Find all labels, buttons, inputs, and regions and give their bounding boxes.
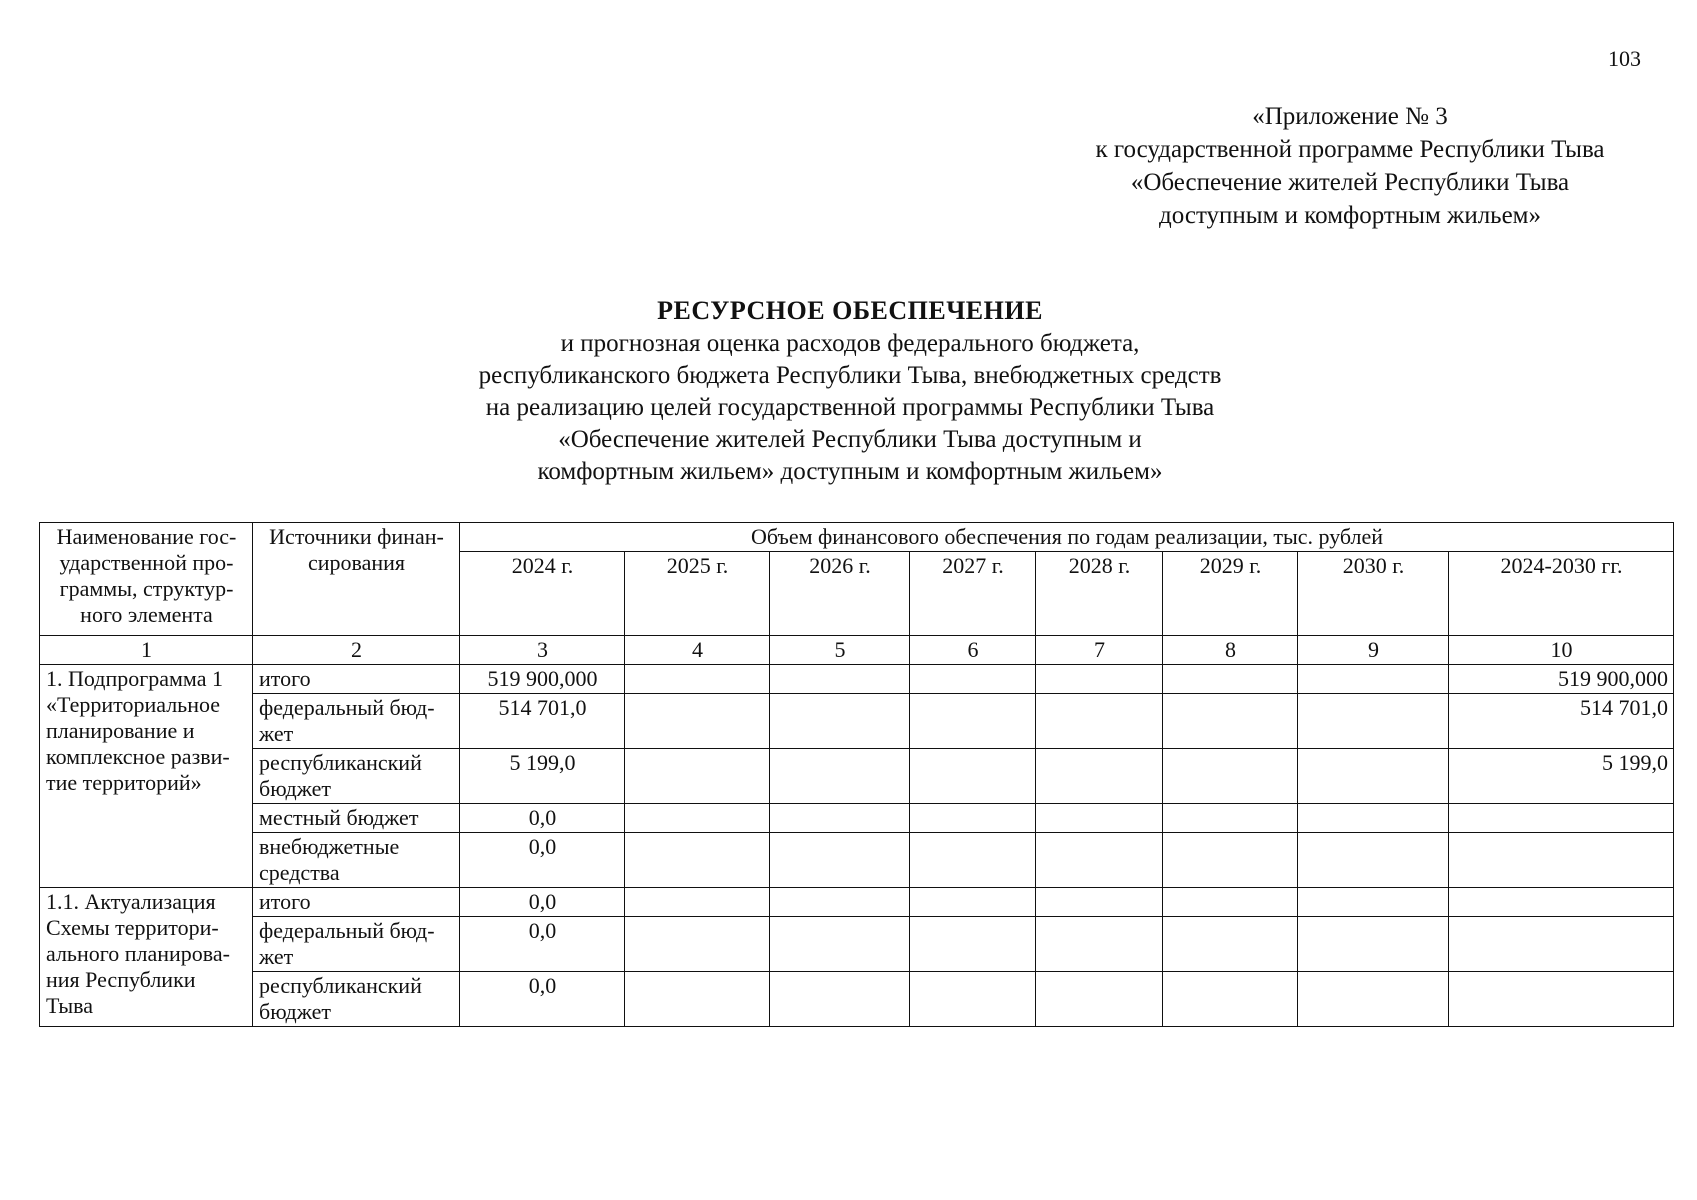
column-number: 7 <box>1036 636 1163 665</box>
appendix-caption <box>1020 100 1680 232</box>
value-cell-empty <box>770 888 910 917</box>
column-number: 4 <box>625 636 770 665</box>
column-number: 2 <box>253 636 460 665</box>
title-line: и прогнозная оценка расходов федерального бюджета, <box>560 330 1140 357</box>
value-cell-empty <box>1298 888 1449 917</box>
value-cell-empty <box>625 694 770 749</box>
title-line: республиканского бюджета Республики Тыва, внебюджетных средств <box>478 362 1222 389</box>
value-cell-empty <box>1163 665 1298 694</box>
header-text: Наименование гос- <box>56 524 237 549</box>
header-year-total: 2024-2030 гг. <box>1449 552 1674 636</box>
value-2024: 519 900,000 <box>460 665 625 694</box>
value-cell-empty <box>1036 804 1163 833</box>
value-cell-empty <box>910 972 1036 1027</box>
value-cell-empty <box>1036 749 1163 804</box>
value-cell-empty <box>625 749 770 804</box>
value-cell-empty <box>1298 917 1449 972</box>
funding-source-line: местный бюджет <box>259 805 419 830</box>
value-cell-empty <box>625 804 770 833</box>
table-row <box>40 833 1674 888</box>
value-cell-empty <box>1298 694 1449 749</box>
header-funding-source <box>253 523 460 636</box>
program-element-name-line: 1. Подпрограмма 1 <box>46 666 223 691</box>
program-element-name-line: Схемы территори- <box>46 915 219 940</box>
funding-source-line: федеральный бюд- <box>259 695 435 720</box>
value-cell-empty <box>1036 665 1163 694</box>
value-cell-empty <box>910 749 1036 804</box>
funding-source-line: бюджет <box>259 776 331 801</box>
funding-source <box>253 804 460 833</box>
program-element-name <box>40 888 253 1027</box>
document-title <box>300 294 1400 488</box>
value-cell-empty <box>625 888 770 917</box>
value-cell-empty <box>625 972 770 1027</box>
value-cell-empty <box>1163 749 1298 804</box>
header-year: 2026 г. <box>770 552 910 636</box>
value-total <box>1449 917 1674 972</box>
funding-source-line: внебюджетные <box>259 834 400 859</box>
program-element-name-line: тие территорий» <box>46 770 202 795</box>
appendix-line: «Обеспечение жителей Республики Тыва <box>1130 169 1570 196</box>
value-total: 514 701,0 <box>1449 694 1674 749</box>
value-cell-empty <box>1298 665 1449 694</box>
title-heading: РЕСУРСНОЕ ОБЕСПЕЧЕНИЕ <box>657 296 1043 325</box>
table-row <box>40 749 1674 804</box>
column-numbers-row <box>40 636 1674 665</box>
funding-source-line: итого <box>259 666 311 691</box>
value-cell-empty <box>1036 917 1163 972</box>
funding-source-line: жет <box>259 721 294 746</box>
funding-source <box>253 888 460 917</box>
header-year: 2028 г. <box>1036 552 1163 636</box>
header-text: ного элемента <box>80 602 213 627</box>
funding-source <box>253 749 460 804</box>
value-cell-empty <box>770 833 910 888</box>
title-line: на реализацию целей государственной программы Республики Тыва <box>485 394 1215 421</box>
value-cell-empty <box>1298 972 1449 1027</box>
table-row <box>40 917 1674 972</box>
header-text: Источники финан- <box>269 524 444 549</box>
value-total: 519 900,000 <box>1449 665 1674 694</box>
table-row <box>40 665 1674 694</box>
column-number: 9 <box>1298 636 1449 665</box>
value-2024: 0,0 <box>460 804 625 833</box>
funding-source <box>253 694 460 749</box>
header-year: 2027 г. <box>910 552 1036 636</box>
value-total <box>1449 888 1674 917</box>
header-program-name <box>40 523 253 636</box>
value-cell-empty <box>1298 804 1449 833</box>
value-cell-empty <box>770 804 910 833</box>
funding-source-line: республиканский <box>259 973 422 998</box>
value-cell-empty <box>1163 972 1298 1027</box>
column-number: 6 <box>910 636 1036 665</box>
funding-source-line: средства <box>259 860 340 885</box>
program-element-name-line: ального планирова- <box>46 941 230 966</box>
column-number: 1 <box>40 636 253 665</box>
value-cell-empty <box>1036 888 1163 917</box>
value-cell-empty <box>1163 888 1298 917</box>
title-line: «Обеспечение жителей Республики Тыва доступным и <box>558 426 1142 453</box>
table-row <box>40 888 1674 917</box>
value-total: 5 199,0 <box>1449 749 1674 804</box>
table-row <box>40 694 1674 749</box>
appendix-line: к государственной программе Республики Тыва <box>1095 136 1605 163</box>
column-number: 5 <box>770 636 910 665</box>
column-number: 8 <box>1163 636 1298 665</box>
title-line: комфортным жильем» доступным и комфортным жильем» <box>537 458 1163 485</box>
funding-source-line: итого <box>259 889 311 914</box>
value-cell-empty <box>1163 917 1298 972</box>
value-cell-empty <box>770 972 910 1027</box>
value-2024: 0,0 <box>460 833 625 888</box>
value-cell-empty <box>770 665 910 694</box>
value-2024: 0,0 <box>460 972 625 1027</box>
header-year: 2029 г. <box>1163 552 1298 636</box>
value-cell-empty <box>1163 694 1298 749</box>
value-cell-empty <box>910 888 1036 917</box>
header-volume: Объем финансового обеспечения по годам реализации, тыс. рублей <box>460 523 1674 552</box>
funding-source-line: республиканский <box>259 750 422 775</box>
appendix-line: «Приложение № 3 <box>1252 103 1448 130</box>
value-total <box>1449 833 1674 888</box>
header-year: 2025 г. <box>625 552 770 636</box>
value-cell-empty <box>1298 749 1449 804</box>
funding-source <box>253 917 460 972</box>
header-text: ударственной про- <box>59 550 234 575</box>
appendix-line: доступным и комфортным жильем» <box>1159 202 1541 229</box>
header-year: 2030 г. <box>1298 552 1449 636</box>
table-body <box>40 665 1674 1027</box>
value-2024: 0,0 <box>460 888 625 917</box>
value-cell-empty <box>770 694 910 749</box>
funding-source-line: жет <box>259 944 294 969</box>
table-header-row <box>40 523 1674 552</box>
value-cell-empty <box>1036 833 1163 888</box>
value-cell-empty <box>910 804 1036 833</box>
header-text: сирования <box>307 550 406 575</box>
table-row <box>40 972 1674 1027</box>
value-cell-empty <box>910 665 1036 694</box>
value-cell-empty <box>1298 833 1449 888</box>
header-text: граммы, структур- <box>59 576 234 601</box>
program-element-name-line: комплексное разви- <box>46 744 230 769</box>
value-cell-empty <box>1036 694 1163 749</box>
value-cell-empty <box>770 749 910 804</box>
value-2024: 5 199,0 <box>460 749 625 804</box>
value-cell-empty <box>1163 833 1298 888</box>
value-cell-empty <box>625 917 770 972</box>
funding-source-line: федеральный бюд- <box>259 918 435 943</box>
value-cell-empty <box>625 833 770 888</box>
value-cell-empty <box>625 665 770 694</box>
resource-table <box>39 522 1674 1027</box>
value-cell-empty <box>910 917 1036 972</box>
value-cell-empty <box>1036 972 1163 1027</box>
program-element-name <box>40 665 253 888</box>
funding-source <box>253 972 460 1027</box>
table-row <box>40 804 1674 833</box>
funding-source <box>253 665 460 694</box>
value-2024: 0,0 <box>460 917 625 972</box>
value-cell-empty <box>770 917 910 972</box>
value-cell-empty <box>910 833 1036 888</box>
funding-source-line: бюджет <box>259 999 331 1024</box>
column-number: 10 <box>1449 636 1674 665</box>
header-year: 2024 г. <box>460 552 625 636</box>
value-cell-empty <box>1163 804 1298 833</box>
value-total <box>1449 972 1674 1027</box>
program-element-name-line: Тыва <box>46 993 93 1018</box>
program-element-name-line: ния Республики <box>46 967 196 992</box>
page-number: 103 <box>1608 46 1641 71</box>
value-total <box>1449 804 1674 833</box>
program-element-name-line: планирование и <box>46 718 195 743</box>
program-element-name-line: «Территориальное <box>46 692 221 717</box>
value-2024: 514 701,0 <box>460 694 625 749</box>
program-element-name-line: 1.1. Актуализация <box>46 889 216 914</box>
funding-source <box>253 833 460 888</box>
value-cell-empty <box>910 694 1036 749</box>
column-number: 3 <box>460 636 625 665</box>
